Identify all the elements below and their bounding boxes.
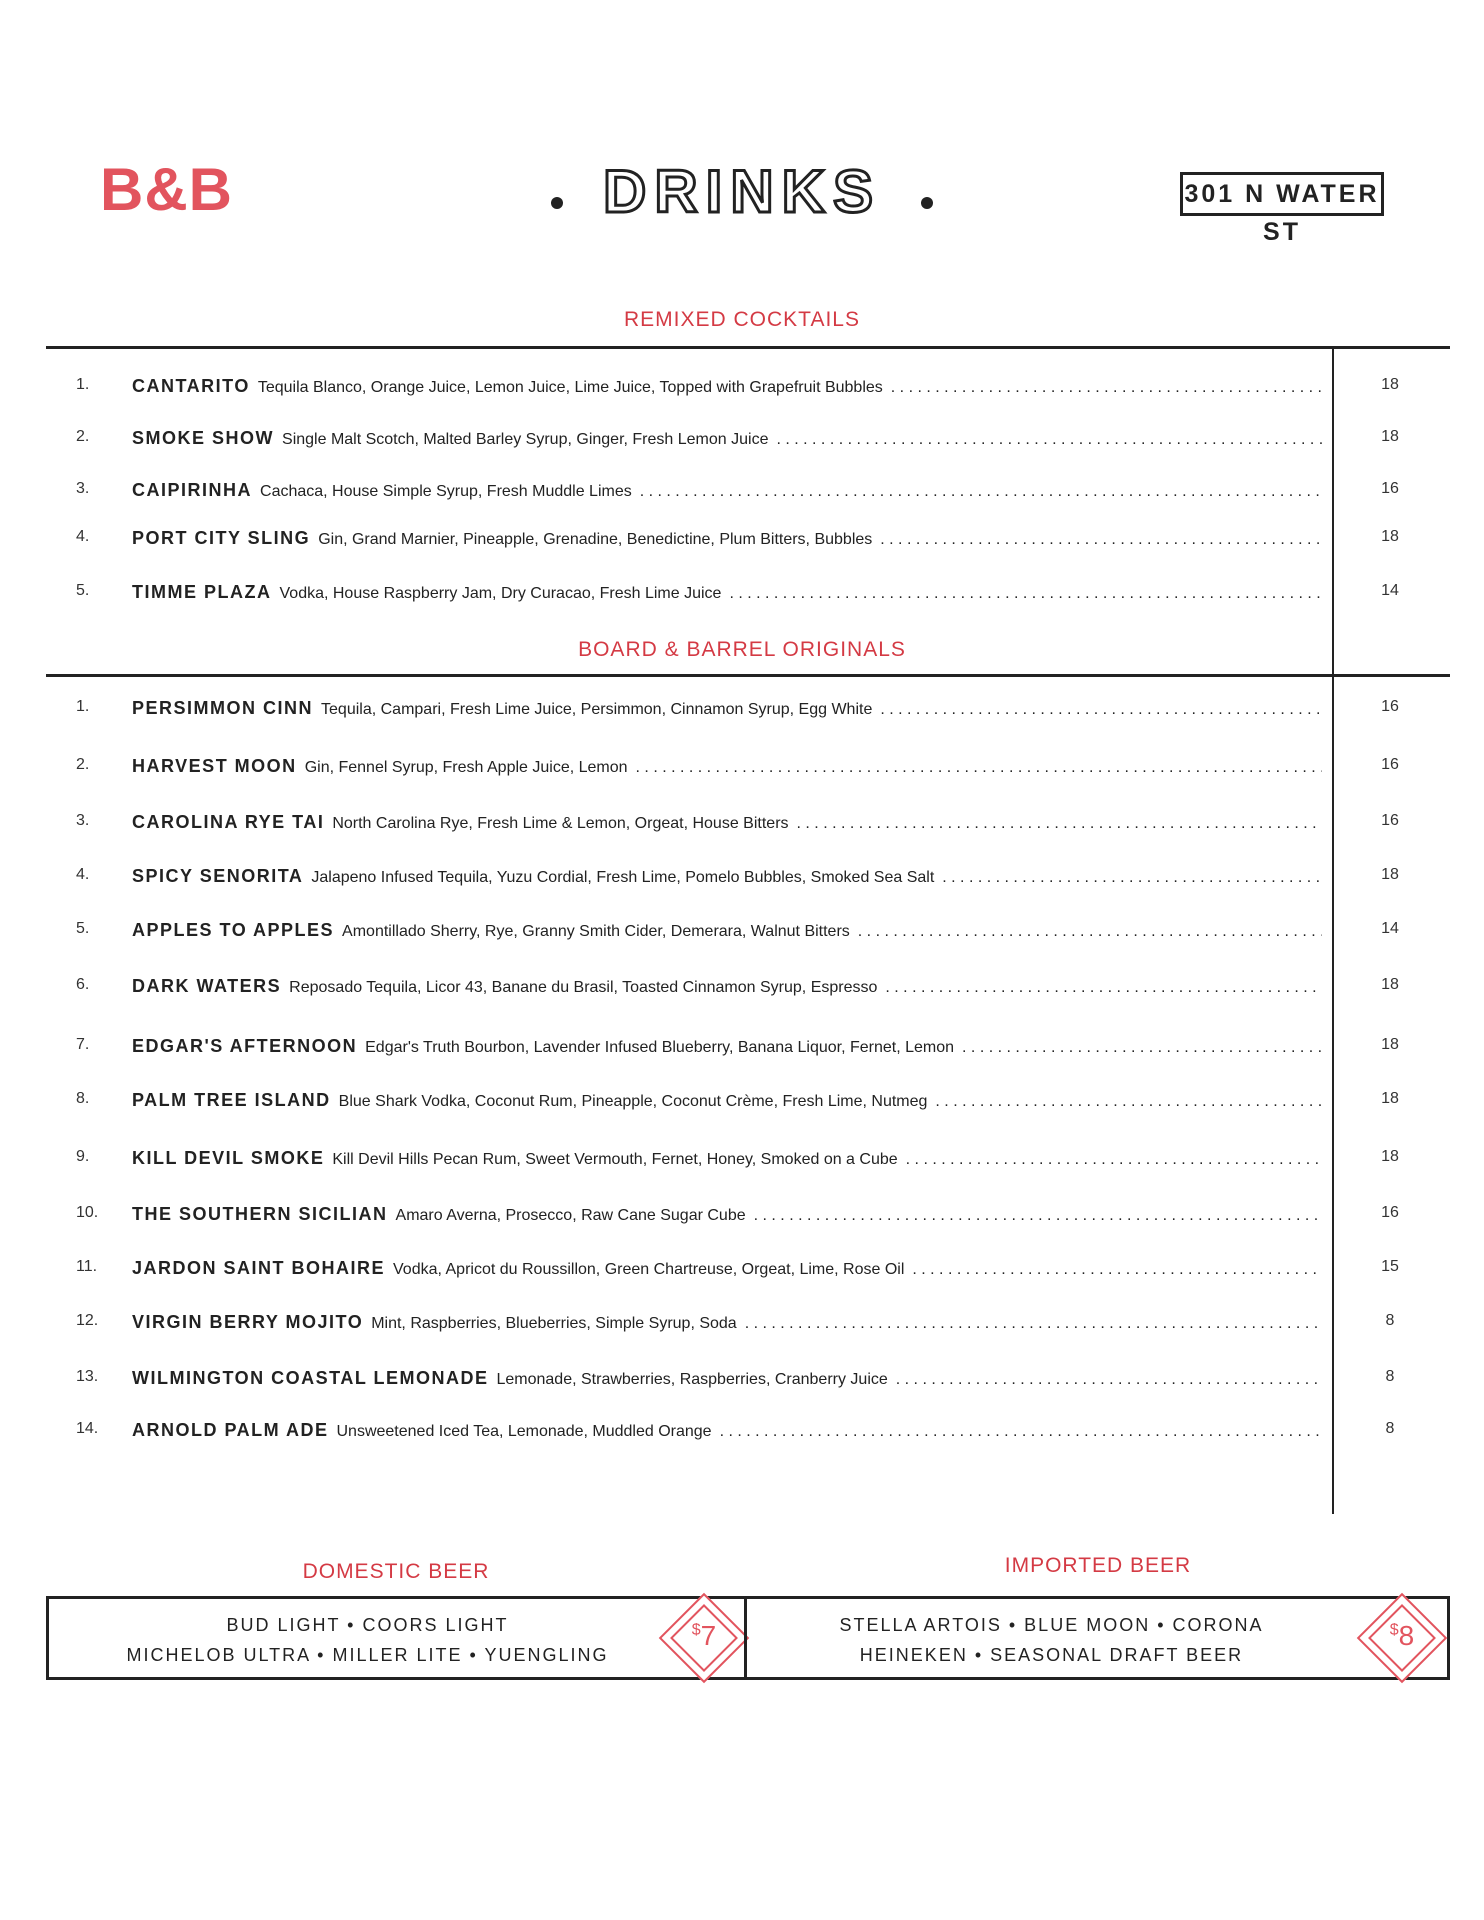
item-name: VIRGIN BERRY MOJITO [132, 1312, 364, 1332]
dot-leader [896, 1371, 1322, 1389]
menu-item [0, 920, 1484, 950]
item-line [132, 1368, 1322, 1389]
item-line [132, 376, 1322, 397]
dot-leader [720, 1423, 1322, 1441]
item-number: 4. [76, 528, 90, 545]
menu-item [0, 582, 1484, 612]
dot-leader [942, 869, 1322, 887]
item-name: PERSIMMON CINN [132, 698, 314, 718]
bullet-icon [551, 197, 563, 209]
item-number: 7. [76, 1036, 90, 1053]
item-name: THE SOUTHERN SICILIAN [132, 1204, 388, 1224]
item-price: 16 [1381, 698, 1399, 715]
item-ingredients: Vodka, Apricot du Roussillon, Green Chartreuse, Orgeat, Lime, Rose Oil [393, 1261, 905, 1278]
menu-item [0, 1312, 1484, 1342]
item-ingredients: Jalapeno Infused Tequila, Yuzu Cordial, Fresh Lime, Pomelo Bubbles, Smoked Sea Salt [311, 869, 935, 886]
dot-leader [885, 979, 1322, 997]
section-title-remixed: REMIXED COCKTAILS [624, 308, 860, 331]
item-name: WILMINGTON COASTAL LEMONADE [132, 1368, 489, 1388]
item-price: 8 [1385, 1368, 1395, 1385]
item-price: 18 [1381, 1090, 1399, 1107]
item-number: 1. [76, 698, 90, 715]
item-price: 18 [1381, 1148, 1399, 1165]
item-line [132, 812, 1322, 833]
domestic-beer-line-1: BUD LIGHT • COORS LIGHT [226, 1615, 509, 1635]
dot-leader [912, 1261, 1322, 1279]
menu-item [0, 428, 1484, 458]
item-number: 6. [76, 976, 90, 993]
dot-leader [880, 701, 1322, 719]
item-line [132, 1148, 1322, 1169]
item-line [132, 976, 1322, 997]
section-divider [46, 674, 1450, 677]
imported-beer-line-2: HEINEKEN • SEASONAL DRAFT BEER [859, 1645, 1244, 1665]
item-line [132, 1036, 1322, 1057]
item-ingredients: Mint, Raspberries, Blueberries, Simple Syrup, Soda [371, 1315, 737, 1332]
item-price: 8 [1385, 1420, 1395, 1437]
item-number: 5. [76, 582, 90, 599]
item-line [132, 1204, 1322, 1225]
item-ingredients: Amontillado Sherry, Rye, Granny Smith Cider, Demerara, Walnut Bitters [342, 923, 850, 940]
item-name: CAIPIRINHA [132, 480, 253, 500]
menu-item [0, 480, 1484, 510]
item-ingredients: Cachaca, House Simple Syrup, Fresh Muddle Limes [260, 483, 632, 500]
menu-item [0, 976, 1484, 1006]
dot-leader [640, 483, 1322, 501]
item-number: 5. [76, 920, 90, 937]
item-name: SMOKE SHOW [132, 428, 275, 448]
item-ingredients: Blue Shark Vodka, Coconut Rum, Pineapple, Coconut Crème, Fresh Lime, Nutmeg [338, 1093, 928, 1110]
menu-title: DRINKS [602, 158, 881, 225]
imported-beer-line-1: STELLA ARTOIS • BLUE MOON • CORONA [839, 1615, 1264, 1635]
address-badge: 301 N WATER ST [1180, 172, 1384, 216]
item-ingredients: Edgar's Truth Bourbon, Lavender Infused Blueberry, Banana Liquor, Fernet, Lemon [365, 1039, 955, 1056]
item-price: 18 [1381, 1036, 1399, 1053]
item-price: 16 [1381, 812, 1399, 829]
dot-leader [745, 1315, 1322, 1333]
dot-leader [797, 815, 1322, 833]
item-line [132, 480, 1322, 501]
item-line [132, 582, 1322, 603]
item-ingredients: Tequila Blanco, Orange Juice, Lemon Juice, Lime Juice, Topped with Grapefruit Bubbles [257, 379, 883, 396]
menu-item [0, 1420, 1484, 1450]
item-ingredients: Lemonade, Strawberries, Raspberries, Cranberry Juice [496, 1371, 888, 1388]
item-number: 8. [76, 1090, 90, 1107]
bullet-icon [921, 197, 933, 209]
item-number: 4. [76, 866, 90, 883]
item-name: DARK WATERS [132, 976, 282, 996]
item-line [132, 428, 1322, 449]
item-name: TIMME PLAZA [132, 582, 272, 602]
item-line [132, 1090, 1322, 1111]
domestic-beer-box [46, 1596, 746, 1680]
item-number: 3. [76, 812, 90, 829]
item-price: 18 [1381, 528, 1399, 545]
item-ingredients: Reposado Tequila, Licor 43, Banane du Brasil, Toasted Cinnamon Syrup, Espresso [289, 979, 878, 996]
dot-leader [636, 759, 1322, 777]
item-name: APPLES TO APPLES [132, 920, 335, 940]
menu-item [0, 376, 1484, 406]
item-ingredients: Gin, Grand Marnier, Pineapple, Grenadine, Benedictine, Plum Bitters, Bubbles [318, 531, 873, 548]
section-title-domestic-beer: DOMESTIC BEER [302, 1560, 490, 1583]
item-price: 14 [1381, 582, 1399, 599]
item-name: SPICY SENORITA [132, 866, 304, 886]
dot-leader [891, 379, 1322, 397]
item-number: 1. [76, 376, 90, 393]
item-ingredients: Amaro Averna, Prosecco, Raw Cane Sugar Cube [395, 1207, 746, 1224]
item-ingredients: Vodka, House Raspberry Jam, Dry Curacao, Fresh Lime Juice [279, 585, 722, 602]
item-price: 15 [1381, 1258, 1399, 1275]
item-number: 14. [76, 1420, 99, 1437]
menu-item [0, 1204, 1484, 1234]
brand-logo: B&B [100, 156, 233, 223]
menu-item [0, 812, 1484, 842]
item-number: 2. [76, 756, 90, 773]
item-ingredients: Gin, Fennel Syrup, Fresh Apple Juice, Lemon [304, 759, 628, 776]
item-name: PALM TREE ISLAND [132, 1090, 331, 1110]
item-line [132, 698, 1322, 719]
dot-leader [935, 1093, 1322, 1111]
menu-item [0, 1148, 1484, 1178]
item-number: 10. [76, 1204, 99, 1221]
menu-item [0, 698, 1484, 728]
item-ingredients: Tequila, Campari, Fresh Lime Juice, Persimmon, Cinnamon Syrup, Egg White [321, 701, 873, 718]
item-line [132, 1420, 1322, 1441]
item-number: 3. [76, 480, 90, 497]
item-name: CANTARITO [132, 376, 250, 396]
item-ingredients: Single Malt Scotch, Malted Barley Syrup, Ginger, Fresh Lemon Juice [282, 431, 769, 448]
item-price: 18 [1381, 428, 1399, 445]
item-price: 18 [1381, 866, 1399, 883]
menu-item [0, 1258, 1484, 1288]
item-number: 12. [76, 1312, 99, 1329]
menu-item [0, 1090, 1484, 1120]
menu-item [0, 866, 1484, 896]
price-column-divider [1332, 346, 1334, 1514]
item-price: 14 [1381, 920, 1399, 937]
item-name: EDGAR'S AFTERNOON [132, 1036, 358, 1056]
item-ingredients: Kill Devil Hills Pecan Rum, Sweet Vermouth, Fernet, Honey, Smoked on a Cube [332, 1151, 898, 1168]
menu-item [0, 756, 1484, 786]
section-title-originals: BOARD & BARREL ORIGINALS [578, 638, 906, 661]
item-name: PORT CITY SLING [132, 528, 311, 548]
item-number: 13. [76, 1368, 99, 1385]
item-price: 16 [1381, 480, 1399, 497]
dot-leader [962, 1039, 1322, 1057]
item-line [132, 756, 1322, 777]
item-number: 2. [76, 428, 90, 445]
menu-item [0, 528, 1484, 558]
imported-beer-price: $8 [1389, 1620, 1415, 1651]
dot-leader [754, 1207, 1322, 1225]
item-price: 16 [1381, 1204, 1399, 1221]
item-ingredients: Unsweetened Iced Tea, Lemonade, Muddled Orange [336, 1423, 712, 1440]
item-name: JARDON SAINT BOHAIRE [132, 1258, 386, 1278]
section-title-imported-beer: IMPORTED BEER [1004, 1554, 1192, 1577]
domestic-beer-line-2: MICHELOB ULTRA • MILLER LITE • YUENGLING [126, 1645, 609, 1665]
item-price: 18 [1381, 976, 1399, 993]
item-number: 11. [76, 1258, 98, 1275]
item-price: 16 [1381, 756, 1399, 773]
item-price: 18 [1381, 376, 1399, 393]
item-line [132, 528, 1322, 549]
imported-beer-box [746, 1596, 1450, 1680]
item-name: CAROLINA RYE TAI [132, 812, 325, 832]
item-ingredients: North Carolina Rye, Fresh Lime & Lemon, Orgeat, House Bitters [332, 815, 789, 832]
item-line [132, 1312, 1322, 1333]
item-line [132, 866, 1322, 887]
dot-leader [880, 531, 1322, 549]
item-name: HARVEST MOON [132, 756, 297, 776]
item-number: 9. [76, 1148, 90, 1165]
item-line [132, 1258, 1322, 1279]
item-name: KILL DEVIL SMOKE [132, 1148, 325, 1168]
dot-leader [858, 923, 1322, 941]
item-name: ARNOLD PALM ADE [132, 1420, 329, 1440]
domestic-beer-price: $7 [691, 1620, 717, 1651]
dot-leader [906, 1151, 1322, 1169]
dot-leader [729, 585, 1322, 603]
menu-item [0, 1368, 1484, 1398]
section-divider [46, 346, 1450, 349]
item-price: 8 [1385, 1312, 1395, 1329]
dot-leader [776, 431, 1322, 449]
menu-item [0, 1036, 1484, 1066]
item-line [132, 920, 1322, 941]
